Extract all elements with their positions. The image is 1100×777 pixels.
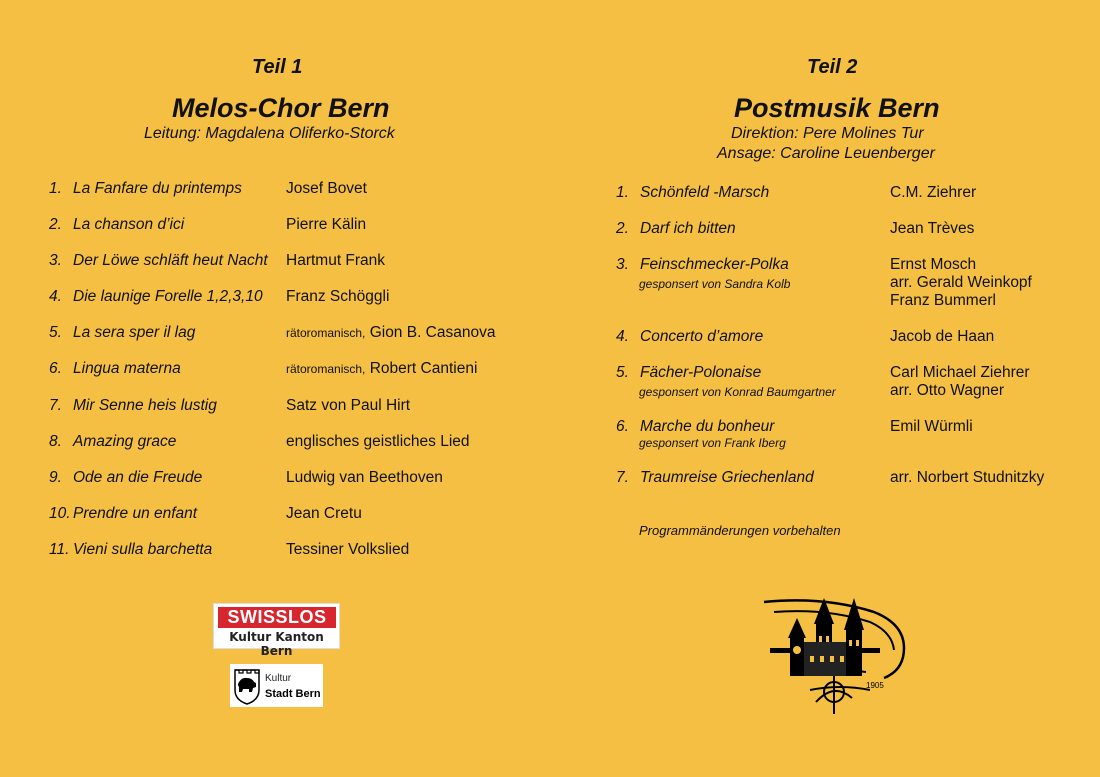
item-composer: Jacob de Haan xyxy=(890,328,995,345)
part1-heading: Teil 1 xyxy=(252,56,303,78)
item-number: 4. xyxy=(616,328,629,345)
item-sponsor: gesponsert von Konrad Baumgartner xyxy=(639,385,836,399)
item-arranger: arr. Gerald Weinkopf xyxy=(890,274,1032,291)
item-piece: Die launige Forelle 1,2,3,10 xyxy=(73,288,263,305)
item-piece: Der Löwe schläft heut Nacht xyxy=(73,252,268,269)
part2-heading: Teil 2 xyxy=(807,56,858,78)
item-piece: La sera sper il lag xyxy=(73,324,196,341)
item-composer: Tessiner Volkslied xyxy=(286,541,410,558)
item-number: 2. xyxy=(616,220,629,237)
swisslos-subtitle: Kultur Kanton Bern xyxy=(229,630,324,658)
item-piece: Fächer-Polonaise xyxy=(640,364,762,381)
item-arranger: Franz Bummerl xyxy=(890,292,996,309)
item-piece: Ode an die Freude xyxy=(73,469,203,486)
swisslos-logo xyxy=(213,603,340,658)
stadt-name-label: Stadt Bern xyxy=(265,688,321,700)
item-composer: C.M. Ziehrer xyxy=(890,184,977,201)
item-number: 1. xyxy=(49,180,62,197)
item-piece: La Fanfare du printemps xyxy=(73,180,242,197)
item-piece: Traumreise Griechenland xyxy=(640,469,814,486)
item-number: 5. xyxy=(616,364,629,381)
item-composer: arr. Norbert Studnitzky xyxy=(890,469,1045,486)
item-number: 6. xyxy=(616,418,629,435)
item-number: 9. xyxy=(49,469,62,486)
item-composer: Gion B. Casanova xyxy=(369,324,496,341)
item-piece: Marche du bonheur xyxy=(640,418,775,435)
swisslos-wordmark: SWISSLOS xyxy=(218,607,336,628)
item-composer: Ernst Mosch xyxy=(890,256,977,273)
item-number: 7. xyxy=(49,397,62,414)
item-sponsor: gesponsert von Frank Iberg xyxy=(639,436,786,450)
item-number: 8. xyxy=(49,433,62,450)
item-composer: Emil Würmli xyxy=(890,418,973,435)
emblem-tower-left xyxy=(790,636,804,676)
item-arranger: arr. Otto Wagner xyxy=(890,382,1004,399)
item-language-note: rätoromanisch, xyxy=(286,326,366,340)
emblem-year: 1905 xyxy=(866,681,884,690)
item-number: 2. xyxy=(49,216,62,233)
item-number: 3. xyxy=(49,252,62,269)
item-piece: Amazing grace xyxy=(73,433,177,450)
item-number: 6. xyxy=(49,360,62,377)
item-composer: Hartmut Frank xyxy=(286,252,386,269)
item-number: 1. xyxy=(616,184,629,201)
stadt-bern-logo xyxy=(230,664,323,707)
item-piece: Concerto d’amore xyxy=(640,328,764,345)
item-composer: Jean Cretu xyxy=(286,505,362,522)
postmusik-emblem xyxy=(760,592,908,714)
part1-title: Melos-Chor Bern xyxy=(172,93,390,123)
item-piece: Feinschmecker-Polka xyxy=(640,256,789,273)
item-composer: Ludwig van Beethoven xyxy=(286,469,443,486)
part2-title: Postmusik Bern xyxy=(734,93,940,123)
program-note: Programmänderungen vorbehalten xyxy=(639,523,841,538)
stadt-kultur-label: Kultur xyxy=(265,673,292,684)
item-composer: englisches geistliches Lied xyxy=(286,433,470,450)
item-sponsor: gesponsert von Sandra Kolb xyxy=(639,277,791,291)
item-language-note: rätoromanisch, xyxy=(286,362,366,376)
item-number: 4. xyxy=(49,288,62,305)
item-composer: Carl Michael Ziehrer xyxy=(890,364,1030,381)
item-composer: Josef Bovet xyxy=(286,180,367,197)
item-composer: Robert Cantieni xyxy=(369,360,478,377)
part1-leitung: Leitung: Magdalena Oliferko-Storck xyxy=(144,125,395,142)
bern-bear-icon xyxy=(232,666,262,706)
item-piece: Vieni sulla barchetta xyxy=(73,541,213,558)
item-piece: Prendre un enfant xyxy=(73,505,198,522)
item-number: 11. xyxy=(49,541,70,558)
item-piece: La chanson d’ici xyxy=(73,216,185,233)
part2-ansage: Ansage: Caroline Leuenberger xyxy=(717,145,935,162)
item-piece: Schönfeld -Marsch xyxy=(640,184,770,201)
item-number: 3. xyxy=(616,256,629,273)
item-number: 7. xyxy=(616,469,629,486)
item-composer: Jean Trèves xyxy=(890,220,975,237)
item-composer: Satz von Paul Hirt xyxy=(286,397,411,414)
item-piece: Darf ich bitten xyxy=(640,220,736,237)
item-number: 5. xyxy=(49,324,62,341)
item-number: 10. xyxy=(49,505,71,522)
item-composer: Franz Schöggli xyxy=(286,288,390,305)
part2-direktion: Direktion: Pere Molines Tur xyxy=(731,125,924,142)
item-piece: Mir Senne heis lustig xyxy=(73,397,217,414)
item-piece: Lingua materna xyxy=(73,360,181,377)
item-composer: Pierre Kälin xyxy=(286,216,367,233)
